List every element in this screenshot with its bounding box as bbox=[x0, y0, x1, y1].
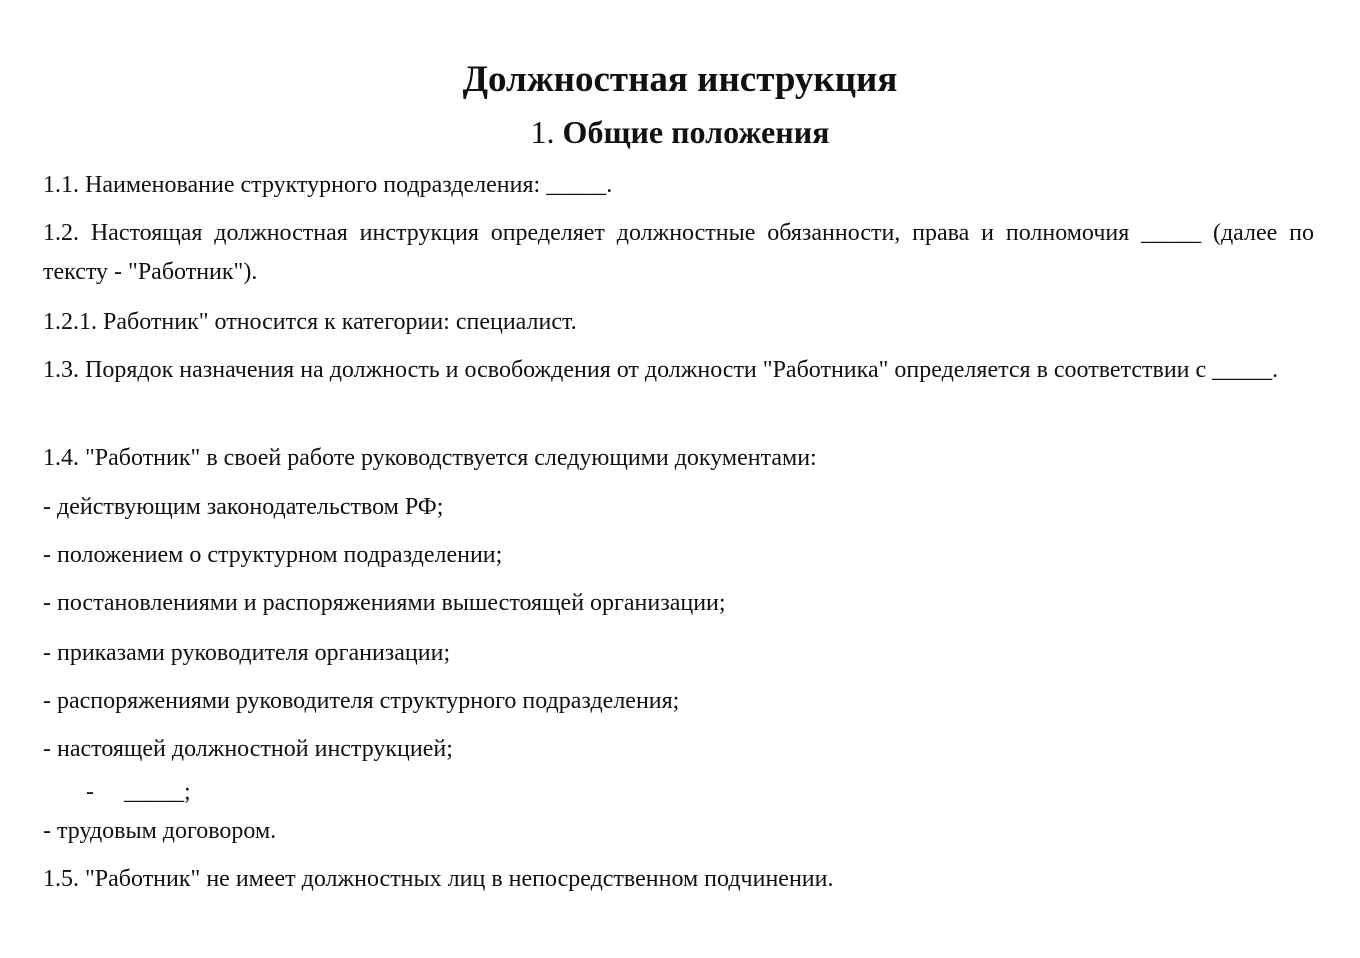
list-item: - настоящей должностной инструкцией; bbox=[43, 736, 453, 762]
list-item: - приказами руководителя организации; bbox=[43, 640, 451, 666]
list-item: - распоряжениями руководителя структурного подразделения; bbox=[43, 688, 680, 714]
list-item: - действующим законодательством РФ; bbox=[43, 494, 444, 520]
section-title: Общие положения bbox=[562, 114, 830, 150]
list-item: - трудовым договором. bbox=[43, 818, 277, 844]
document-title: Должностная инструкция bbox=[462, 59, 898, 100]
list-item-blank: - _____; bbox=[86, 779, 191, 805]
paragraph-1-2: 1.2. Настоящая должностная инструкция определяет должностные обязанности, права и полномочия _____ (далее по тексту - "Работник"). bbox=[43, 220, 1314, 285]
paragraph-1-1: 1.1. Наименование структурного подразделения: _____. bbox=[43, 172, 613, 198]
paragraph-1-2-1: 1.2.1. Работник" относится к категории: специалист. bbox=[43, 309, 577, 335]
paragraph-1-4: 1.4. "Работник" в своей работе руководствуется следующими документами: bbox=[43, 445, 817, 471]
list-item: - постановлениями и распоряжениями вышестоящей организации; bbox=[43, 590, 726, 616]
section-heading bbox=[0, 110, 1360, 154]
list-item: - положением о структурном подразделении; bbox=[43, 542, 503, 568]
paragraph-1-3: 1.3. Порядок назначения на должность и освобождения от должности "Работника" определяется в соответствии с _____. bbox=[43, 357, 1279, 383]
paragraph-1-5: 1.5. "Работник" не имеет должностных лиц в непосредственном подчинении. bbox=[43, 866, 834, 892]
section-number: 1. bbox=[530, 114, 555, 150]
